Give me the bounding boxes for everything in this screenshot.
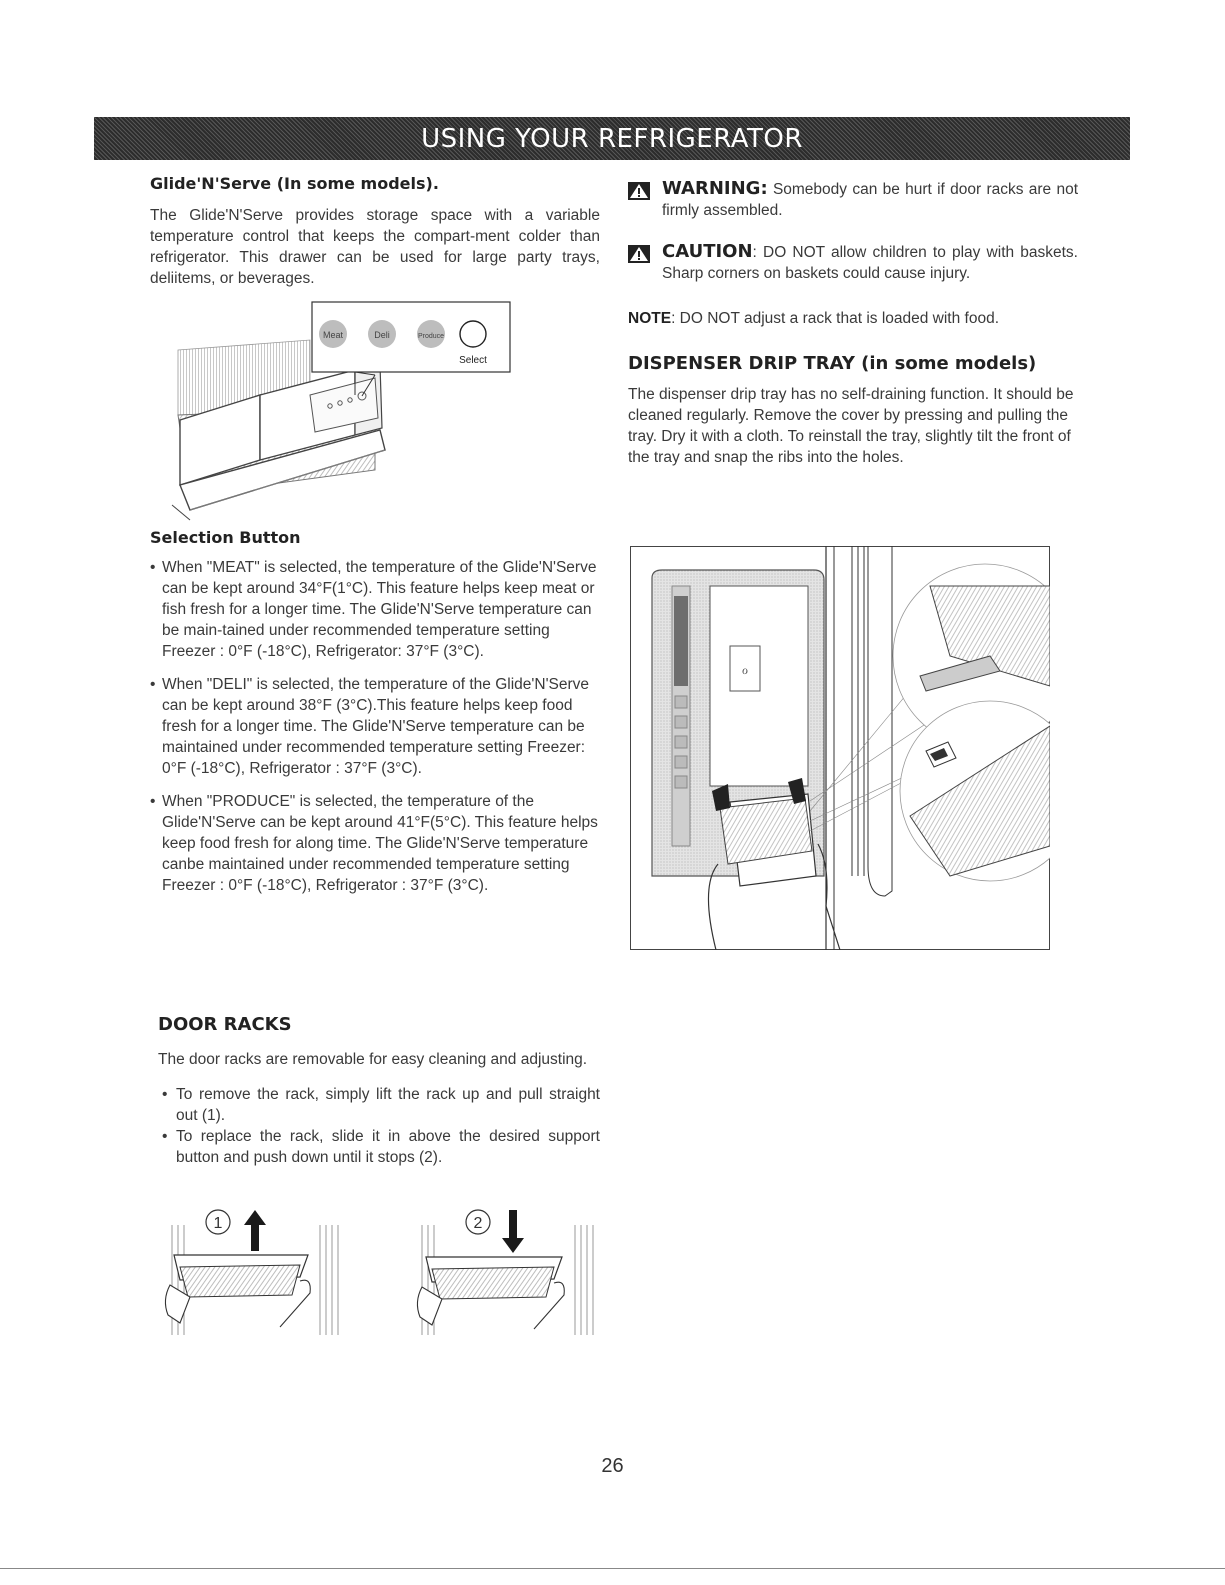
meat-button-label: Meat bbox=[322, 330, 344, 340]
selection-section bbox=[150, 528, 600, 896]
select-button-label: Select bbox=[459, 355, 487, 366]
bullet-replace-rack: • To replace the rack, slide it in above the desired support button and push down until it stops (2). bbox=[162, 1126, 600, 1168]
produce-button-label: Produce bbox=[417, 333, 445, 340]
left-column bbox=[150, 174, 600, 289]
svg-text:ℴ: ℴ bbox=[741, 661, 749, 677]
warning-text: Somebody can be hurt if door racks are not firmly assembled. bbox=[662, 181, 1079, 219]
note-text: : DO NOT adjust a rack that is loaded with food. bbox=[671, 310, 1000, 327]
right-column bbox=[628, 178, 1078, 468]
banner-title: USING YOUR REFRIGERATOR bbox=[421, 123, 803, 154]
bullet-meat: • When "MEAT" is selected, the temperature of the Glide'N'Serve can be kept around 34°F(1°C). This feature helps keep meat or fish fresh for a longer time. The Glide'N'Serve temperature can be main-tained under recommended temperature setting Freezer : 0°F (-18°C), Refrigerator: 37°F (3°C). bbox=[150, 557, 600, 662]
door-rack-remove-illustration bbox=[160, 1205, 350, 1335]
glide-serve-illustration bbox=[150, 300, 540, 525]
drip-tray-heading: DISPENSER DRIP TRAY (in some models) bbox=[628, 353, 1037, 374]
selection-heading: Selection Button bbox=[150, 528, 301, 547]
deli-button-label: Deli bbox=[374, 330, 390, 340]
section-banner bbox=[94, 117, 1130, 160]
warning-block bbox=[628, 178, 1078, 221]
glide-intro: The Glide'N'Serve provides storage space with a variable temperature control that keeps the compart-ment colder than refrigerator. This drawer can be used for large party trays, deliitems, or beverages. bbox=[150, 207, 600, 287]
selection-bullet-list bbox=[150, 557, 600, 896]
warning-triangle-icon bbox=[628, 182, 650, 200]
door-racks-bullet-list bbox=[158, 1084, 600, 1168]
note-label: NOTE bbox=[628, 310, 672, 327]
bottom-rule bbox=[0, 1568, 1225, 1569]
caution-text: : DO NOT allow children to play with baskets. Sharp corners on baskets could cause injury. bbox=[662, 244, 1078, 282]
drip-tray-illustration bbox=[630, 546, 1050, 950]
door-rack-replace-illustration bbox=[410, 1205, 605, 1335]
warning-label: WARNING: bbox=[662, 178, 768, 199]
bullet-remove-rack: • To remove the rack, simply lift the rack up and pull straight out (1). bbox=[162, 1084, 600, 1126]
caution-triangle-icon bbox=[628, 245, 650, 263]
page-number: 26 bbox=[601, 1455, 624, 1477]
up-arrow-icon bbox=[244, 1210, 266, 1251]
door-racks-heading: DOOR RACKS bbox=[158, 1014, 292, 1035]
drip-tray-text: The dispenser drip tray has no self-draining function. It should be cleaned regularly. Remove the cover by pressing and pulling the tray. Dry it with a cloth. To reinstall the tray, slightly tilt the front of the tray and snap the ribs into the holes. bbox=[628, 386, 1074, 466]
step-2-label: 2 bbox=[473, 1215, 483, 1232]
bullet-produce: • When "PRODUCE" is selected, the temperature of the Glide'N'Serve can be kept around 41°F(5°C). This feature helps keep food fresh for along time. The Glide'N'Serve temperature canbe maintained under recommended temperature setting Freezer : 0°F (-18°C), Refrigerator : 37°F (3°C). bbox=[150, 791, 600, 896]
step-1-label: 1 bbox=[213, 1215, 223, 1232]
caution-label: CAUTION bbox=[662, 241, 753, 262]
bullet-deli: • When "DELI" is selected, the temperature of the Glide'N'Serve can be kept around 38°F (3°C).This feature helps keep food fresh for a longer time. The Glide'N'Serve temperature can be maintained under recommended temperature setting Freezer: 0°F (-18°C), Refrigerator : 37°F (3°C). bbox=[150, 674, 600, 779]
down-arrow-icon bbox=[502, 1210, 524, 1253]
glide-heading: Glide'N'Serve (In some models). bbox=[150, 174, 439, 193]
caution-block bbox=[628, 241, 1078, 284]
door-racks-section bbox=[158, 1014, 600, 1168]
note-paragraph bbox=[628, 308, 1078, 329]
door-racks-intro: The door racks are removable for easy cleaning and adjusting. bbox=[158, 1051, 588, 1068]
